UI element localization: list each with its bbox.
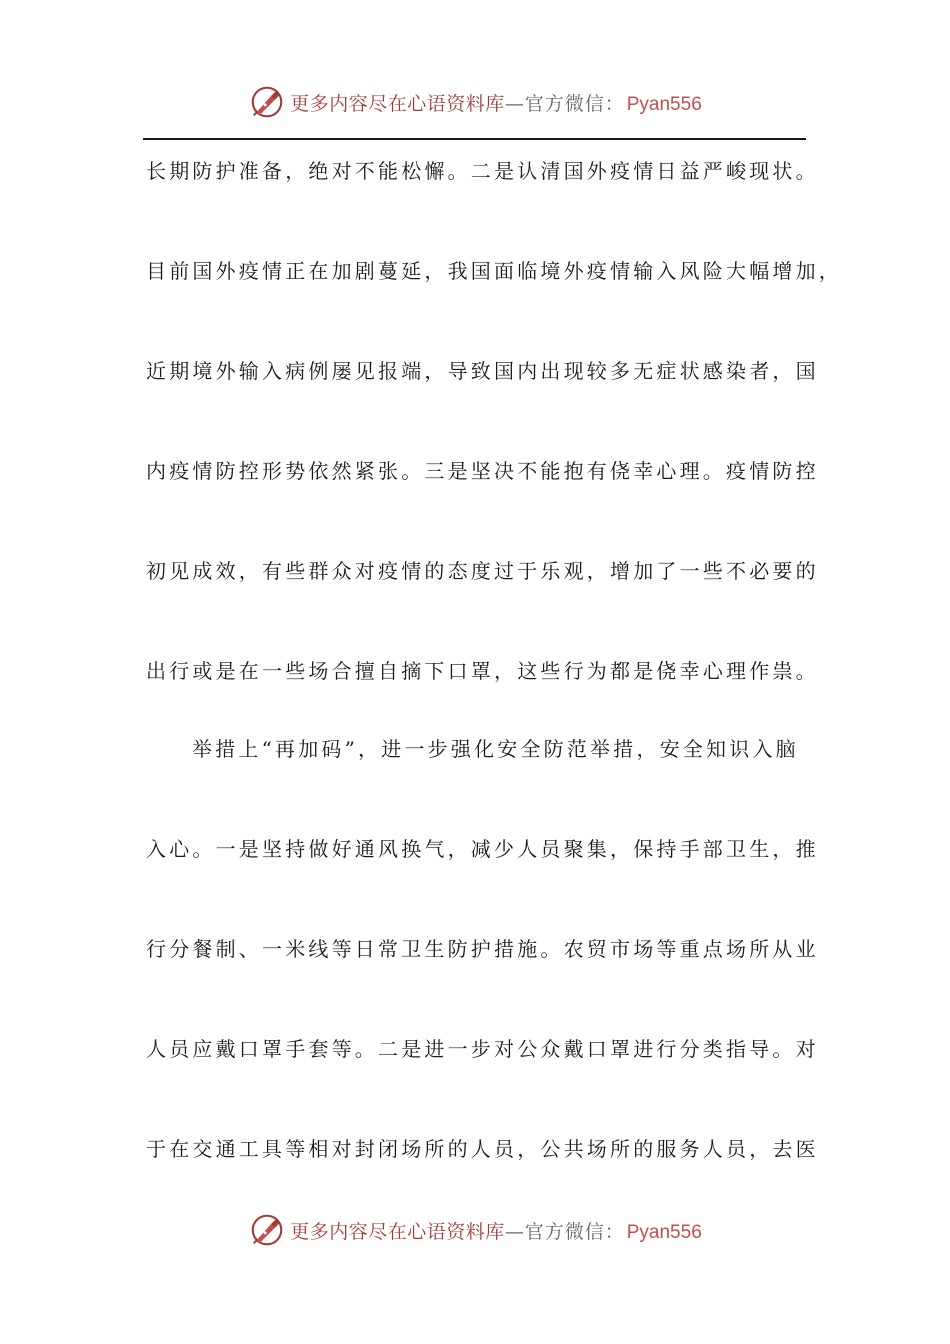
- pen-nib-logo-icon: [248, 83, 286, 121]
- header-banner-content: [248, 83, 702, 121]
- paragraph-start-line: 举措上“再加码”，进一步强化安全防范举措，安全知识入脑: [192, 737, 799, 761]
- text-line: 行分餐制、一米线等日常卫生防护措施。农贸市场等重点场所从业: [146, 937, 819, 961]
- footer-banner-text: [290, 1217, 702, 1244]
- text-line: 内疫情防控形势依然紧张。三是坚决不能抱有侥幸心理。疫情防控: [146, 459, 819, 483]
- footer-banner: [0, 1208, 950, 1252]
- footer-banner-content: [248, 1211, 702, 1249]
- text-line: 目前国外疫情正在加剧蔓延，我国面临境外疫情输入风险大幅增加，: [146, 259, 842, 283]
- banner-separator-text: —官方微信：: [504, 92, 625, 115]
- banner-main-text: 更多内容尽在心语资料库: [290, 1220, 505, 1243]
- banner-main-text: 更多内容尽在心语资料库: [290, 92, 505, 115]
- header-banner: [0, 80, 950, 124]
- text-line: 长期防护准备，绝对不能松懈。二是认清国外疫情日益严峻现状。: [146, 159, 819, 183]
- banner-wechat-id: Pyan556: [626, 93, 702, 115]
- banner-separator-text: —官方微信：: [504, 1220, 625, 1243]
- text-line: 近期境外输入病例屡见报端，导致国内出现较多无症状感染者，国: [146, 359, 819, 383]
- text-line: 入心。一是坚持做好通风换气，减少人员聚集，保持手部卫生，推: [146, 837, 819, 861]
- banner-wechat-id: Pyan556: [626, 1221, 702, 1243]
- text-line: 初见成效，有些群众对疫情的态度过于乐观，增加了一些不必要的: [146, 559, 819, 583]
- header-divider: [143, 138, 806, 140]
- pen-nib-logo-icon: [248, 1211, 286, 1249]
- text-line: 出行或是在一些场合擅自摘下口罩，这些行为都是侥幸心理作祟。: [146, 659, 819, 683]
- text-line: 于在交通工具等相对封闭场所的人员，公共场所的服务人员，去医: [146, 1137, 819, 1161]
- header-banner-text: [290, 89, 702, 116]
- document-body: [146, 153, 842, 1181]
- text-line: 人员应戴口罩手套等。二是进一步对公众戴口罩进行分类指导。对: [146, 1037, 819, 1061]
